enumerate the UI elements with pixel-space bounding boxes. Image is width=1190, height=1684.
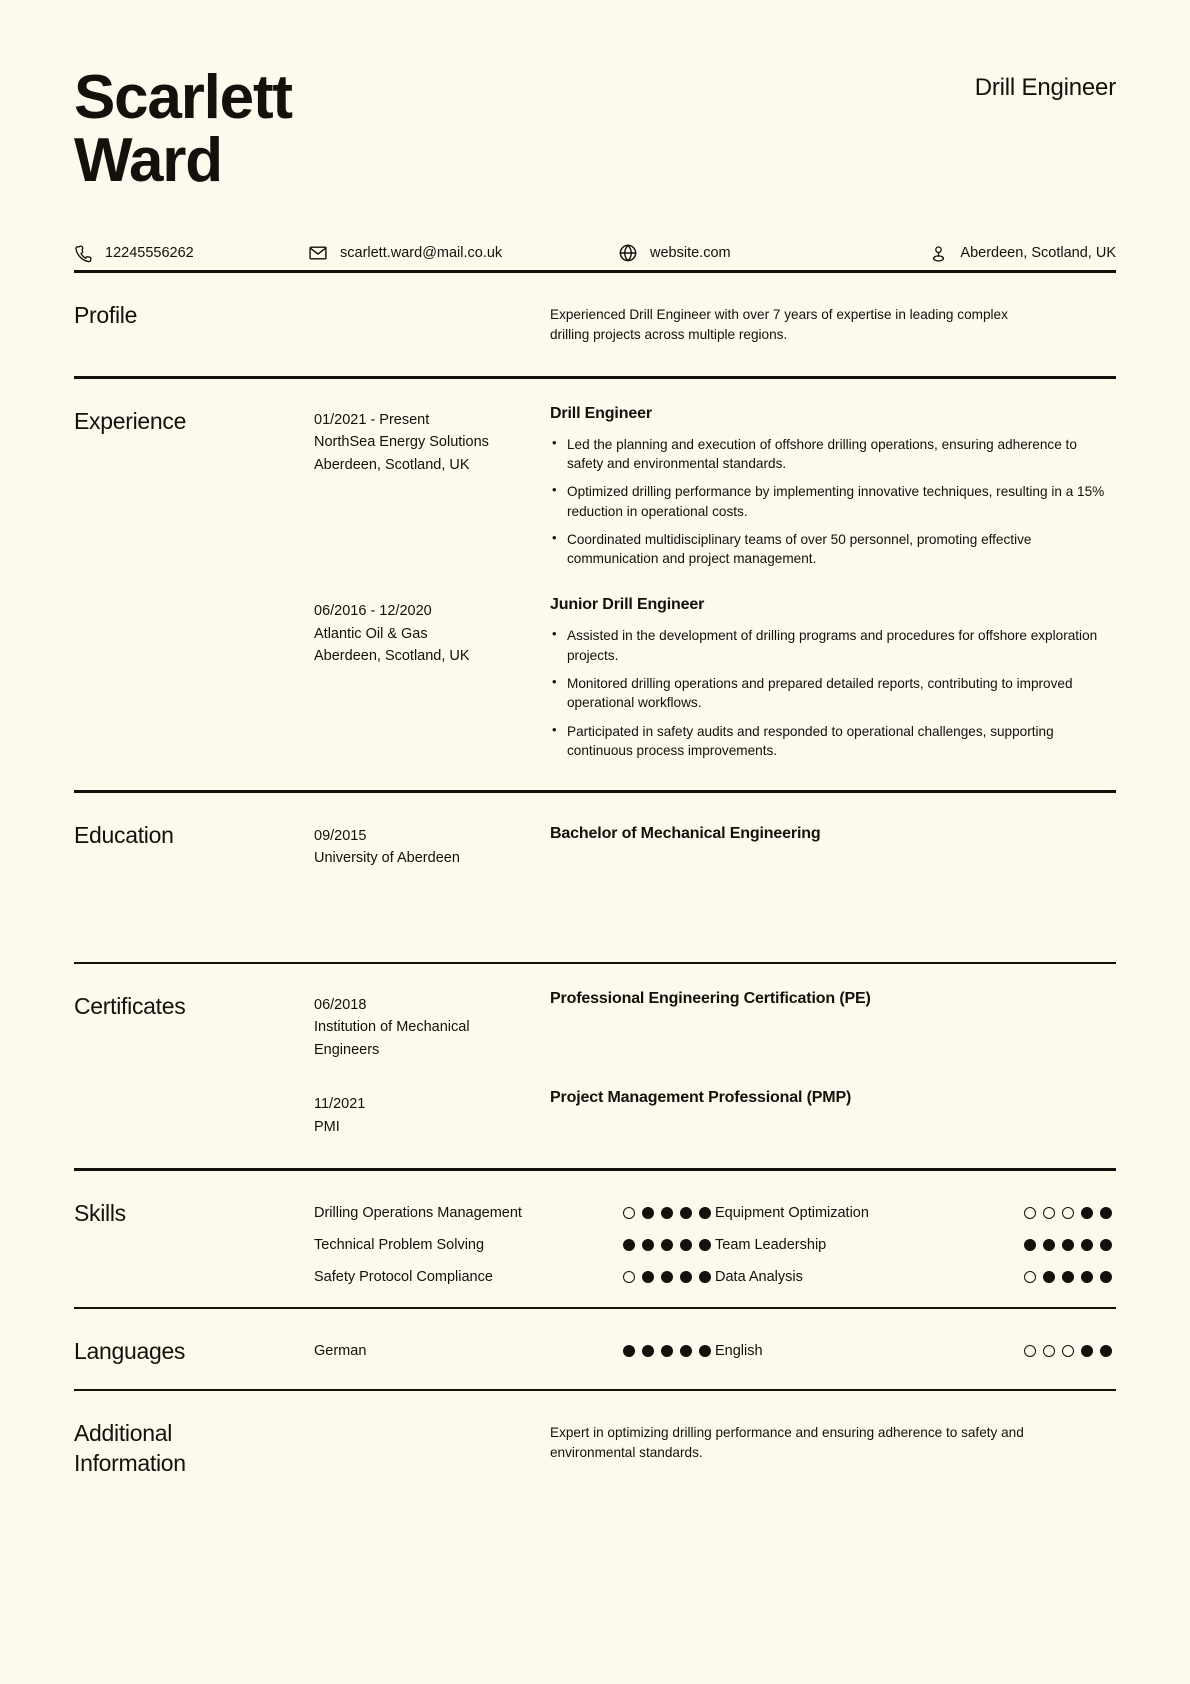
rating-dot-filled [1043,1271,1055,1283]
section-title-experience: Experience [74,407,187,434]
rated-row [314,1335,715,1367]
phone-text: 12245556262 [105,245,194,262]
section-certificates [74,964,1116,1168]
experience-meta [314,405,550,569]
bullet-item: • Monitored drilling operations and prepared detailed reports, contributing to improved operational workflows. [550,674,1116,713]
rating-dot-filled [699,1345,711,1357]
map-pin-icon [929,244,948,263]
rating-dot-filled [680,1345,692,1357]
certificate-meta [314,990,550,1061]
job-title: Drill Engineer [974,74,1116,101]
rated-label: Safety Protocol Compliance [314,1268,493,1285]
certificate-dates: 11/2021 [314,1096,366,1113]
rating-dot-filled [661,1207,673,1219]
bullet-item: • Coordinated multidisciplinary teams of over 50 personnel, promoting effective communication and project management. [550,530,1116,569]
rating-dots [623,1207,711,1219]
rating-dot-filled [1062,1239,1074,1251]
education-dates: 09/2015 [314,827,367,844]
rating-dot-filled [1081,1345,1093,1357]
rated-label: Drilling Operations Management [314,1204,522,1221]
rated-label: English [715,1343,763,1360]
bullet-item: • Assisted in the development of drilling programs and procedures for offshore exploration projects. [550,626,1116,665]
languages-grid [314,1335,1116,1367]
rated-label: Team Leadership [715,1236,827,1253]
candidate-name [74,63,594,196]
rated-label: Equipment Optimization [715,1204,869,1221]
experience-dates: 01/2021 - Present [314,411,430,428]
experience-entries [314,405,1116,761]
rated-row [715,1261,1116,1293]
section-profile [74,273,1116,376]
rated-label: Data Analysis [715,1268,803,1285]
experience-dates: 06/2016 - 12/2020 [314,603,432,620]
section-title-education: Education [74,821,174,848]
rating-dot-filled [1024,1239,1036,1251]
bullet-item: • Participated in safety audits and responded to operational challenges, supporting continuous process improvements. [550,722,1116,761]
experience-company: NorthSea Energy Solutions [314,434,489,451]
rating-dot-filled [699,1207,711,1219]
certificate-name: Professional Engineering Certification (PE) [550,989,871,1007]
first-name: Scarlett [74,63,292,132]
certificate-entries [314,990,1116,1138]
additional-title-line-1: Additional [74,1420,173,1447]
experience-location: Aberdeen, Scotland, UK [314,648,470,665]
rating-dot-filled [642,1207,654,1219]
rating-dots [1024,1345,1112,1357]
rating-dots [623,1345,711,1357]
rating-dot-filled [680,1271,692,1283]
rated-row [715,1229,1116,1261]
certificate-detail [550,990,1116,1061]
skills-grid [314,1197,1116,1293]
additional-title-line-2: Information [74,1449,186,1476]
section-skills [74,1171,1116,1307]
rating-dot-filled [661,1271,673,1283]
additional-meta-spacer [314,1417,550,1478]
section-experience [74,379,1116,791]
website-text: website.com [650,245,731,262]
rating-dot-filled [1081,1271,1093,1283]
languages-column-left [314,1335,715,1367]
rated-row [715,1335,1116,1367]
rating-dots [1024,1271,1112,1283]
phone-icon [74,244,93,263]
contact-phone[interactable] [74,244,308,263]
bullet-item: • Led the planning and execution of offshore drilling operations, ensuring adherence to safety and environmental standards. [550,435,1116,474]
rating-dot-filled [680,1207,692,1219]
rated-label: German [314,1343,367,1360]
experience-detail [550,596,1116,760]
experience-bullets [550,435,1116,569]
certificate-entry [314,1089,1116,1138]
experience-role: Drill Engineer [550,404,652,422]
section-additional-information [74,1391,1116,1478]
additional-body [550,1417,1116,1478]
education-meta [314,819,550,870]
experience-role: Junior Drill Engineer [550,596,705,614]
profile-meta-spacer [314,299,550,344]
rating-dot-filled [642,1271,654,1283]
rating-dot-filled [661,1345,673,1357]
rating-dot-filled [680,1239,692,1251]
experience-location: Aberdeen, Scotland, UK [314,456,470,473]
rating-dots [623,1271,711,1283]
last-name: Ward [74,126,222,196]
rated-row [314,1197,715,1229]
bullet-item: • Optimized drilling performance by implementing innovative techniques, resulting in a 15% reduction in operational costs. [550,482,1116,521]
resume-header [74,0,1116,196]
contact-location [842,244,1116,263]
rating-dots [623,1239,711,1251]
certificate-dates: 06/2018 [314,996,367,1013]
section-title-languages: Languages [74,1338,186,1365]
rating-dots [1024,1207,1112,1219]
rating-dot-filled [623,1345,635,1357]
rating-dot-filled [1100,1207,1112,1219]
rating-dot-empty [623,1271,635,1283]
rating-dots [1024,1239,1112,1251]
contact-website[interactable] [618,243,842,263]
experience-entry [314,596,1116,760]
education-detail [550,819,1116,870]
rating-dot-filled [1081,1239,1093,1251]
globe-icon [618,243,638,263]
rating-dot-empty [623,1207,635,1219]
email-text: scarlett.ward@mail.co.uk [340,245,503,262]
rating-dot-filled [1100,1239,1112,1251]
rating-dot-filled [1081,1207,1093,1219]
rating-dot-empty [1043,1207,1055,1219]
rating-dot-filled [642,1345,654,1357]
rating-dot-empty [1024,1207,1036,1219]
rating-dot-filled [1043,1239,1055,1251]
rated-label: Technical Problem Solving [314,1236,485,1253]
education-institution: University of Aberdeen [314,850,460,867]
experience-detail [550,405,1116,569]
rating-dot-filled [1062,1271,1074,1283]
profile-body [550,299,1116,344]
rating-dot-filled [1100,1271,1112,1283]
certificate-detail [550,1089,1116,1138]
rating-dot-filled [623,1239,635,1251]
experience-meta [314,596,550,760]
contact-row [74,236,1116,270]
rated-row [314,1229,715,1261]
rating-dot-empty [1024,1345,1036,1357]
rating-dot-filled [699,1239,711,1251]
rating-dot-filled [661,1239,673,1251]
rating-dot-filled [642,1239,654,1251]
certificate-meta [314,1089,550,1138]
education-degree: Bachelor of Mechanical Engineering [550,824,821,842]
rating-dot-filled [1100,1345,1112,1357]
certificate-entry [314,990,1116,1061]
experience-bullets [550,626,1116,760]
certificate-issuer: Institution of Mechanical Engineers [314,1019,470,1058]
rated-row [314,1261,715,1293]
section-title-skills: Skills [74,1199,126,1226]
section-languages [74,1309,1116,1389]
experience-entry [314,405,1116,569]
languages-column-right [715,1335,1116,1367]
skills-column-left [314,1197,715,1293]
additional-text: Expert in optimizing drilling performance and ensuring adherence to safety and environmental standards. [550,1425,1024,1461]
email-icon [308,243,328,263]
certificate-name: Project Management Professional (PMP) [550,1089,852,1107]
section-title-profile: Profile [74,301,138,328]
rating-dot-filled [699,1271,711,1283]
section-education [74,793,1116,962]
rated-row [715,1197,1116,1229]
certificate-issuer: PMI [314,1118,340,1135]
profile-text: Experienced Drill Engineer with over 7 years of expertise in leading complex drilling projects across multiple regions. [550,306,1008,342]
section-title-additional [74,1417,314,1478]
skills-column-right [715,1197,1116,1293]
section-title-certificates: Certificates [74,992,186,1019]
rating-dot-empty [1024,1271,1036,1283]
contact-email[interactable] [308,243,618,263]
location-text: Aberdeen, Scotland, UK [960,245,1116,262]
experience-company: Atlantic Oil & Gas [314,625,428,642]
rating-dot-empty [1062,1345,1074,1357]
rating-dot-empty [1062,1207,1074,1219]
rating-dot-empty [1043,1345,1055,1357]
